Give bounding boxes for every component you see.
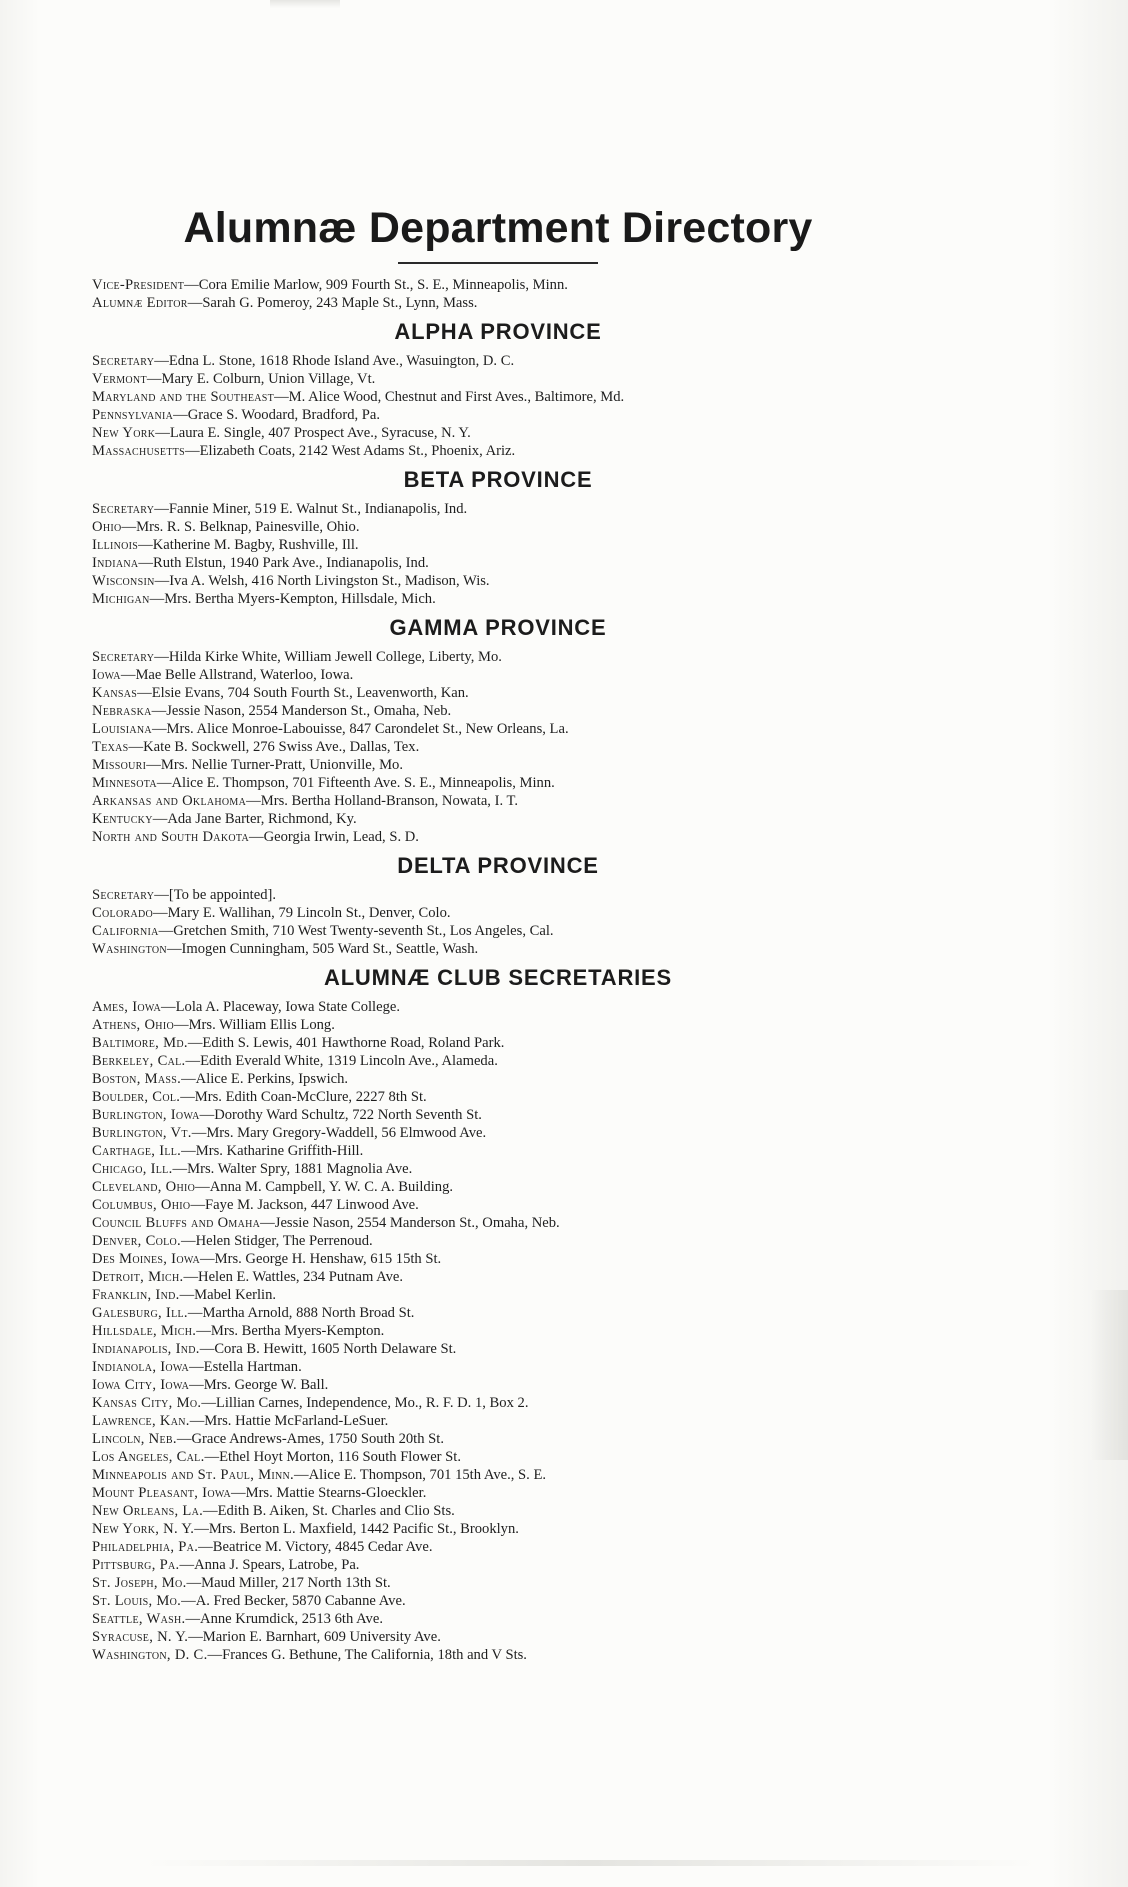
list-item: Missouri—Mrs. Nellie Turner-Pratt, Unionville, Mo.	[92, 757, 403, 773]
entry-label: Kentucky	[92, 811, 153, 827]
entry-label: Berkeley, Cal.	[92, 1053, 186, 1069]
entry-text: A. Fred Becker, 5870 Cabanne Ave.	[195, 1593, 406, 1609]
entry-label: Burlington, Iowa	[92, 1107, 200, 1123]
entry-label: Denver, Colo.	[92, 1233, 182, 1249]
list-item: Nebraska—Jessie Nason, 2554 Manderson St., Omaha, Neb.	[92, 703, 452, 719]
entry-text: Faye M. Jackson, 447 Linwood Ave.	[205, 1197, 419, 1213]
entry-label: Franklin, Ind.	[92, 1287, 180, 1303]
list-item: Louisiana—Mrs. Alice Monroe-Labouisse, 847 Carondelet St., New Orleans, La.	[92, 721, 569, 737]
entry-text: Cora Emilie Marlow, 909 Fourth St., S. E., Minneapolis, Minn.	[198, 277, 568, 293]
entry-label: Lawrence, Kan.	[92, 1413, 190, 1429]
entry-label: Athens, Ohio	[92, 1017, 174, 1033]
entry-text: Mrs. Berton L. Maxfield, 1442 Pacific St., Brooklyn.	[208, 1521, 519, 1537]
list-item: Minneapolis and St. Paul, Minn.—Alice E. Thompson, 701 15th Ave., S. E.	[92, 1467, 547, 1483]
entry-text: Sarah G. Pomeroy, 243 Maple St., Lynn, Mass.	[202, 295, 478, 311]
entry-label: Iowa	[92, 667, 121, 683]
list-item: Galesburg, Ill.—Martha Arnold, 888 North Broad St.	[92, 1305, 415, 1321]
entry-text: Anna M. Campbell, Y. W. C. A. Building.	[209, 1179, 454, 1195]
entry-label: North and South Dakota	[92, 829, 249, 845]
list-item: Colorado—Mary E. Wallihan, 79 Lincoln St., Denver, Colo.	[92, 905, 451, 921]
section-heading-delta: DELTA PROVINCE	[397, 853, 599, 878]
entry-text: Mrs. Katharine Griffith-Hill.	[195, 1143, 364, 1159]
entry-label: Massachusetts	[92, 443, 186, 459]
entry-text: Edith B. Aiken, St. Charles and Clio Sts.	[217, 1503, 455, 1519]
entry-text: Anna J. Spears, Latrobe, Pa.	[194, 1557, 360, 1573]
section-heading-beta: BETA PROVINCE	[403, 467, 593, 492]
page-title: Alumnæ Department Directory	[183, 204, 813, 252]
entry-text: Maud Miller, 217 North 13th St.	[201, 1575, 391, 1591]
entry-label: St. Louis, Mo.	[92, 1593, 182, 1609]
entry-text: Edith S. Lewis, 401 Hawthorne Road, Roland Park.	[202, 1035, 505, 1051]
entry-text: Mrs. Bertha Myers-Kempton, Hillsdale, Mich.	[164, 591, 436, 607]
section-heading-gamma: GAMMA PROVINCE	[389, 615, 607, 640]
delta-province-list	[92, 886, 904, 958]
page-scuff	[1090, 1290, 1128, 1460]
club-secretaries-list	[92, 998, 904, 1664]
entry-text: Beatrice M. Victory, 4845 Cedar Ave.	[212, 1539, 433, 1555]
list-item: Michigan—Mrs. Bertha Myers-Kempton, Hillsdale, Mich.	[92, 591, 436, 607]
list-item: Berkeley, Cal.—Edith Everald White, 1319 Lincoln Ave., Alameda.	[92, 1053, 498, 1069]
entry-label: Los Angeles, Cal.	[92, 1449, 205, 1465]
list-item: Burlington, Iowa—Dorothy Ward Schultz, 722 North Seventh St.	[92, 1107, 482, 1123]
entry-text: Iva A. Welsh, 416 North Livingston St., Madison, Wis.	[169, 573, 490, 589]
list-item: St. Joseph, Mo.—Maud Miller, 217 North 13th St.	[92, 1575, 391, 1591]
list-item: Lawrence, Kan.—Mrs. Hattie McFarland-LeSuer.	[92, 1413, 389, 1429]
list-item: Indianola, Iowa—Estella Hartman.	[92, 1359, 302, 1375]
entry-text: Ruth Elstun, 1940 Park Ave., Indianapolis, Ind.	[153, 555, 429, 571]
entry-label: Columbus, Ohio	[92, 1197, 191, 1213]
entry-label: Secretary	[92, 501, 155, 517]
list-item: Ames, Iowa—Lola A. Placeway, Iowa State College.	[92, 999, 401, 1015]
entry-text: Katherine M. Bagby, Rushville, Ill.	[152, 537, 359, 553]
list-item: North and South Dakota—Georgia Irwin, Lead, S. D.	[92, 829, 419, 845]
list-item: Maryland and the Southeast—M. Alice Wood, Chestnut and First Aves., Baltimore, Md.	[92, 389, 625, 405]
list-item: Secretary—[To be appointed].	[92, 887, 277, 903]
entry-label: Detroit, Mich.	[92, 1269, 184, 1285]
list-item: Boston, Mass.—Alice E. Perkins, Ipswich.	[92, 1071, 349, 1087]
entry-text: Mrs. George W. Ball.	[203, 1377, 329, 1393]
entry-text: Frances G. Bethune, The California, 18th and V Sts.	[222, 1647, 527, 1663]
list-item: Secretary—Fannie Miner, 519 E. Walnut St., Indianapolis, Ind.	[92, 501, 468, 517]
entry-text: Kate B. Sockwell, 276 Swiss Ave., Dallas, Tex.	[143, 739, 420, 755]
entry-text: M. Alice Wood, Chestnut and First Aves., Baltimore, Md.	[288, 389, 625, 405]
entry-label: Indiana	[92, 555, 139, 571]
officer-entry: Alumnæ Editor—Sarah G. Pomeroy, 243 Maple St., Lynn, Mass.	[92, 295, 478, 311]
list-item: Vermont—Mary E. Colburn, Union Village, Vt.	[92, 371, 376, 387]
list-item: Des Moines, Iowa—Mrs. George H. Henshaw, 615 15th St.	[92, 1251, 442, 1267]
list-item: Philadelphia, Pa.—Beatrice M. Victory, 4845 Cedar Ave.	[92, 1539, 433, 1555]
page-scuff	[140, 1860, 1040, 1866]
entry-label: Alumnæ Editor	[92, 295, 188, 311]
list-item: Chicago, Ill.—Mrs. Walter Spry, 1881 Magnolia Ave.	[92, 1161, 413, 1177]
list-item: Cleveland, Ohio—Anna M. Campbell, Y. W. C. A. Building.	[92, 1179, 454, 1195]
entry-text: Mrs. William Ellis Long.	[188, 1017, 335, 1033]
entry-label: Baltimore, Md.	[92, 1035, 188, 1051]
entry-label: New Orleans, La.	[92, 1503, 204, 1519]
entry-text: Fannie Miner, 519 E. Walnut St., Indianapolis, Ind.	[168, 501, 468, 517]
entry-label: Pennsylvania	[92, 407, 174, 423]
entry-text: Mabel Kerlin.	[194, 1287, 277, 1303]
entry-label: Boulder, Col.	[92, 1089, 181, 1105]
entry-label: Ohio	[92, 519, 122, 535]
entry-text: Mrs. R. S. Belknap, Painesville, Ohio.	[136, 519, 360, 535]
entry-label: Hillsdale, Mich.	[92, 1323, 197, 1339]
entry-text: Mrs. George H. Henshaw, 615 15th St.	[214, 1251, 442, 1267]
list-item: Texas—Kate B. Sockwell, 276 Swiss Ave., Dallas, Tex.	[92, 739, 420, 755]
entry-label: New York, N. Y.	[92, 1521, 195, 1537]
entry-label: Chicago, Ill.	[92, 1161, 173, 1177]
entry-label: Philadelphia, Pa.	[92, 1539, 199, 1555]
entry-text: Georgia Irwin, Lead, S. D.	[263, 829, 419, 845]
entry-label: Ames, Iowa	[92, 999, 162, 1015]
list-item: California—Gretchen Smith, 710 West Twenty-seventh St., Los Angeles, Cal.	[92, 923, 554, 939]
list-item: Carthage, Ill.—Mrs. Katharine Griffith-Hill.	[92, 1143, 364, 1159]
entry-label: Nebraska	[92, 703, 152, 719]
directory-content	[92, 200, 904, 1668]
entry-text: Mrs. Edith Coan-McClure, 2227 8th St.	[194, 1089, 427, 1105]
entry-label: California	[92, 923, 159, 939]
entry-label: Seattle, Wash.	[92, 1611, 186, 1627]
entry-label: Syracuse, N. Y.	[92, 1629, 189, 1645]
entry-text: [To be appointed].	[168, 887, 277, 903]
entry-label: New York	[92, 425, 156, 441]
list-item: Seattle, Wash.—Anne Krumdick, 2513 6th Ave.	[92, 1611, 383, 1627]
entry-text: Mae Belle Allstrand, Waterloo, Iowa.	[135, 667, 354, 683]
list-item: Los Angeles, Cal.—Ethel Hoyt Morton, 116 South Flower St.	[92, 1449, 462, 1465]
entry-text: Mrs. Bertha Myers-Kempton.	[210, 1323, 385, 1339]
entry-text: Mary E. Wallihan, 79 Lincoln St., Denver, Colo.	[167, 905, 451, 921]
entry-text: Imogen Cunningham, 505 Ward St., Seattle, Wash.	[181, 941, 479, 957]
entry-label: Michigan	[92, 591, 150, 607]
entry-text: Dorothy Ward Schultz, 722 North Seventh St.	[214, 1107, 482, 1123]
entry-label: Iowa City, Iowa	[92, 1377, 190, 1393]
entry-text: Marion E. Barnhart, 609 University Ave.	[202, 1629, 441, 1645]
entry-text: Gretchen Smith, 710 West Twenty-seventh St., Los Angeles, Cal.	[173, 923, 554, 939]
entry-label: Minnesota	[92, 775, 157, 791]
entry-label: Council Bluffs and Omaha	[92, 1215, 261, 1231]
entry-label: Minneapolis and St. Paul, Minn.	[92, 1467, 295, 1483]
entry-label: St. Joseph, Mo.	[92, 1575, 187, 1591]
entry-label: Indianola, Iowa	[92, 1359, 190, 1375]
list-item: Iowa—Mae Belle Allstrand, Waterloo, Iowa.	[92, 667, 354, 683]
list-item: Mount Pleasant, Iowa—Mrs. Mattie Stearns-Gloeckler.	[92, 1485, 427, 1501]
entry-text: Mrs. Bertha Holland-Branson, Nowata, I. T.	[260, 793, 518, 809]
list-item: Pennsylvania—Grace S. Woodard, Bradford, Pa.	[92, 407, 381, 423]
entry-label: Lincoln, Neb.	[92, 1431, 177, 1447]
list-item: Wisconsin—Iva A. Welsh, 416 North Livingston St., Madison, Wis.	[92, 573, 490, 589]
entry-text: Ada Jane Barter, Richmond, Ky.	[167, 811, 357, 827]
entry-text: Mrs. Mattie Stearns-Gloeckler.	[245, 1485, 427, 1501]
entry-label: Kansas City, Mo.	[92, 1395, 202, 1411]
entry-text: Helen E. Wattles, 234 Putnam Ave.	[198, 1269, 404, 1285]
entry-text: Elsie Evans, 704 South Fourth St., Leavenworth, Kan.	[151, 685, 469, 701]
list-item: Denver, Colo.—Helen Stidger, The Perrenoud.	[92, 1233, 373, 1249]
entry-text: Anne Krumdick, 2513 6th Ave.	[200, 1611, 383, 1627]
list-item: Pittsburg, Pa.—Anna J. Spears, Latrobe, Pa.	[92, 1557, 360, 1573]
entry-text: Jessie Nason, 2554 Manderson St., Omaha, Neb.	[274, 1215, 560, 1231]
list-item: Kansas City, Mo.—Lillian Carnes, Independence, Mo., R. F. D. 1, Box 2.	[92, 1395, 529, 1411]
entry-label: Secretary	[92, 649, 155, 665]
list-item: Massachusetts—Elizabeth Coats, 2142 West Adams St., Phoenix, Ariz.	[92, 443, 516, 459]
entry-text: Jessie Nason, 2554 Manderson St., Omaha, Neb.	[166, 703, 452, 719]
title-rule	[398, 262, 598, 264]
list-item: Baltimore, Md.—Edith S. Lewis, 401 Hawthorne Road, Roland Park.	[92, 1035, 505, 1051]
entry-text: Edith Everald White, 1319 Lincoln Ave., Alameda.	[200, 1053, 498, 1069]
list-item: Hillsdale, Mich.—Mrs. Bertha Myers-Kempton.	[92, 1323, 385, 1339]
entry-text: Alice E. Thompson, 701 Fifteenth Ave. S. E., Minneapolis, Minn.	[171, 775, 555, 791]
entry-label: Louisiana	[92, 721, 152, 737]
entry-text: Lillian Carnes, Independence, Mo., R. F. D. 1, Box 2.	[215, 1395, 529, 1411]
entry-text: Mrs. Mary Gregory-Waddell, 56 Elmwood Ave.	[206, 1125, 487, 1141]
entry-label: Colorado	[92, 905, 154, 921]
list-item: Minnesota—Alice E. Thompson, 701 Fifteenth Ave. S. E., Minneapolis, Minn.	[92, 775, 555, 791]
list-item: Iowa City, Iowa—Mrs. George W. Ball.	[92, 1377, 329, 1393]
list-item: Burlington, Vt.—Mrs. Mary Gregory-Waddell, 56 Elmwood Ave.	[92, 1125, 487, 1141]
entry-label: Washington, D. C.	[92, 1647, 208, 1663]
list-item: Council Bluffs and Omaha—Jessie Nason, 2554 Manderson St., Omaha, Neb.	[92, 1215, 560, 1231]
gamma-province-list	[92, 648, 904, 846]
entry-text: Grace S. Woodard, Bradford, Pa.	[187, 407, 381, 423]
entry-text: Mrs. Hattie McFarland-LeSuer.	[204, 1413, 389, 1429]
entry-text: Mary E. Colburn, Union Village, Vt.	[161, 371, 376, 387]
list-item: New York, N. Y.—Mrs. Berton L. Maxfield, 1442 Pacific St., Brooklyn.	[92, 1521, 519, 1537]
list-item: Athens, Ohio—Mrs. William Ellis Long.	[92, 1017, 335, 1033]
list-item: Washington—Imogen Cunningham, 505 Ward St., Seattle, Wash.	[92, 941, 479, 957]
list-item: Boulder, Col.—Mrs. Edith Coan-McClure, 2227 8th St.	[92, 1089, 427, 1105]
list-item: Washington, D. C.—Frances G. Bethune, The California, 18th and V Sts.	[92, 1647, 527, 1663]
list-item: St. Louis, Mo.—A. Fred Becker, 5870 Cabanne Ave.	[92, 1593, 406, 1609]
entry-label: Wisconsin	[92, 573, 155, 589]
entry-label: Pittsburg, Pa.	[92, 1557, 180, 1573]
entry-label: Indianapolis, Ind.	[92, 1341, 200, 1357]
entry-label: Mount Pleasant, Iowa	[92, 1485, 231, 1501]
entry-text: Hilda Kirke White, William Jewell College, Liberty, Mo.	[168, 649, 502, 665]
section-heading-alpha: ALPHA PROVINCE	[394, 319, 602, 344]
entry-label: Des Moines, Iowa	[92, 1251, 201, 1267]
entry-text: Alice E. Thompson, 701 15th Ave., S. E.	[308, 1467, 547, 1483]
entry-label: Secretary	[92, 353, 155, 369]
entry-text: Cora B. Hewitt, 1605 North Delaware St.	[214, 1341, 457, 1357]
list-item: Ohio—Mrs. R. S. Belknap, Painesville, Ohio.	[92, 519, 360, 535]
list-item: New Orleans, La.—Edith B. Aiken, St. Charles and Clio Sts.	[92, 1503, 455, 1519]
list-item: Secretary—Edna L. Stone, 1618 Rhode Island Ave., Wasuington, D. C.	[92, 353, 515, 369]
list-item: Indianapolis, Ind.—Cora B. Hewitt, 1605 North Delaware St.	[92, 1341, 457, 1357]
list-item: Secretary—Hilda Kirke White, William Jewell College, Liberty, Mo.	[92, 649, 502, 665]
entry-label: Vice-President	[92, 277, 185, 293]
entry-label: Vermont	[92, 371, 147, 387]
list-item: New York—Laura E. Single, 407 Prospect Ave., Syracuse, N. Y.	[92, 425, 471, 441]
list-item: Kentucky—Ada Jane Barter, Richmond, Ky.	[92, 811, 357, 827]
entry-text: Lola A. Placeway, Iowa State College.	[175, 999, 401, 1015]
entry-text: Laura E. Single, 407 Prospect Ave., Syracuse, N. Y.	[169, 425, 471, 441]
officers-list	[92, 276, 904, 312]
entry-label: Boston, Mass.	[92, 1071, 182, 1087]
entry-label: Maryland and the Southeast	[92, 389, 275, 405]
entry-label: Carthage, Ill.	[92, 1143, 182, 1159]
entry-label: Arkansas and Oklahoma	[92, 793, 247, 809]
entry-label: Texas	[92, 739, 129, 755]
officer-entry: Vice-President—Cora Emilie Marlow, 909 Fourth St., S. E., Minneapolis, Minn.	[92, 277, 568, 293]
entry-label: Burlington, Vt.	[92, 1125, 192, 1141]
list-item: Detroit, Mich.—Helen E. Wattles, 234 Putnam Ave.	[92, 1269, 404, 1285]
section-heading-clubs: ALUMNÆ CLUB SECRETARIES	[324, 965, 672, 990]
entry-text: Elizabeth Coats, 2142 West Adams St., Phoenix, Ariz.	[199, 443, 516, 459]
entry-text: Martha Arnold, 888 North Broad St.	[202, 1305, 415, 1321]
entry-label: Cleveland, Ohio	[92, 1179, 196, 1195]
list-item: Arkansas and Oklahoma—Mrs. Bertha Holland-Branson, Nowata, I. T.	[92, 793, 518, 809]
entry-text: Mrs. Nellie Turner-Pratt, Unionville, Mo.	[160, 757, 403, 773]
entry-text: Mrs. Alice Monroe-Labouisse, 847 Carondelet St., New Orleans, La.	[166, 721, 569, 737]
entry-text: Estella Hartman.	[203, 1359, 302, 1375]
list-item: Lincoln, Neb.—Grace Andrews-Ames, 1750 South 20th St.	[92, 1431, 444, 1447]
entry-text: Grace Andrews-Ames, 1750 South 20th St.	[191, 1431, 444, 1447]
list-item: Franklin, Ind.—Mabel Kerlin.	[92, 1287, 277, 1303]
entry-label: Kansas	[92, 685, 138, 701]
entry-text: Edna L. Stone, 1618 Rhode Island Ave., Wasuington, D. C.	[168, 353, 515, 369]
entry-text: Ethel Hoyt Morton, 116 South Flower St.	[219, 1449, 462, 1465]
beta-province-list	[92, 500, 904, 608]
entry-label: Illinois	[92, 537, 139, 553]
entry-label: Secretary	[92, 887, 155, 903]
page-scuff	[270, 0, 340, 8]
entry-text: Helen Stidger, The Perrenoud.	[195, 1233, 373, 1249]
list-item: Kansas—Elsie Evans, 704 South Fourth St., Leavenworth, Kan.	[92, 685, 469, 701]
entry-label: Washington	[92, 941, 167, 957]
entry-text: Alice E. Perkins, Ipswich.	[195, 1071, 349, 1087]
entry-label: Galesburg, Ill.	[92, 1305, 188, 1321]
entry-label: Missouri	[92, 757, 147, 773]
alpha-province-list	[92, 352, 904, 460]
list-item: Indiana—Ruth Elstun, 1940 Park Ave., Indianapolis, Ind.	[92, 555, 429, 571]
entry-text: Mrs. Walter Spry, 1881 Magnolia Ave.	[187, 1161, 413, 1177]
list-item: Syracuse, N. Y.—Marion E. Barnhart, 609 University Ave.	[92, 1629, 441, 1645]
list-item: Columbus, Ohio—Faye M. Jackson, 447 Linwood Ave.	[92, 1197, 419, 1213]
list-item: Illinois—Katherine M. Bagby, Rushville, Ill.	[92, 537, 359, 553]
